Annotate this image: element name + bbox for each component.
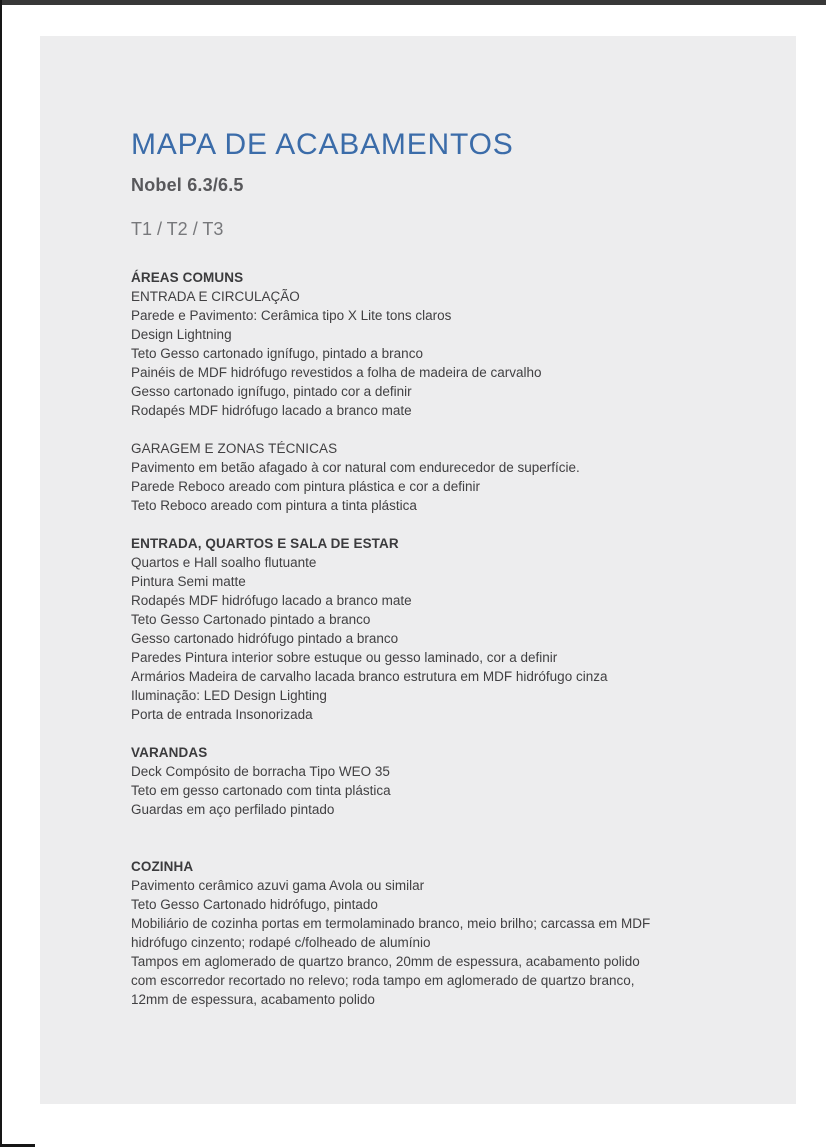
finish-line: com escorredor recortado no relevo; roda tampo em aglomerado de quartzo branco, (131, 973, 635, 988)
section-heading: VARANDAS (131, 745, 208, 760)
section-entrada-quartos-sala (131, 534, 750, 724)
page-title: MAPA DE ACABAMENTOS (131, 128, 514, 161)
document-page (40, 36, 796, 1104)
finish-line: Armários Madeira de carvalho lacada branco estrutura em MDF hidrófugo cinza (131, 669, 608, 684)
finish-line: Parede e Pavimento: Cerâmica tipo X Lite tons claros (131, 308, 452, 323)
section-heading: COZINHA (131, 859, 194, 874)
finish-line: Pavimento cerâmico azuvi gama Avola ou similar (131, 878, 425, 893)
typologies-line: T1 / T2 / T3 (131, 219, 224, 239)
section-heading: GARAGEM E ZONAS TÉCNICAS (131, 441, 338, 456)
finish-line: Tampos em aglomerado de quartzo branco, 20mm de espessura, acabamento polido (131, 954, 640, 969)
finish-line: ENTRADA E CIRCULAÇÃO (131, 289, 300, 304)
finish-line: Teto em gesso cartonado com tinta plástica (131, 783, 391, 798)
finish-line: Teto Gesso Cartonado pintado a branco (131, 612, 371, 627)
finish-line: 12mm de espessura, acabamento polido (131, 992, 375, 1007)
finish-line: Pavimento em betão afagado à cor natural com endurecedor de superfície. (131, 460, 580, 475)
finish-line: hidrófugo cinzento; rodapé c/folheado de alumínio (131, 935, 431, 950)
section-garagem (131, 439, 750, 515)
section-cozinha (131, 857, 750, 1009)
finish-line: Parede Reboco areado com pintura plástica e cor a definir (131, 479, 480, 494)
window-top-bar (0, 0, 826, 5)
finish-line: Gesso cartonado ignífugo, pintado cor a definir (131, 384, 412, 399)
window-left-border (0, 0, 2, 1147)
finish-line: Guardas em aço perfilado pintado (131, 802, 335, 817)
finish-line: Painéis de MDF hidrófugo revestidos a folha de madeira de carvalho (131, 365, 542, 380)
finish-line: Iluminação: LED Design Lighting (131, 688, 327, 703)
finish-line: Gesso cartonado hidrófugo pintado a branco (131, 631, 399, 646)
finish-line: Teto Gesso Cartonado hidrófugo, pintado (131, 897, 378, 912)
finish-line: Teto Reboco areado com pintura a tinta plástica (131, 498, 417, 513)
section-areas-comuns (131, 268, 750, 420)
finish-line: Paredes Pintura interior sobre estuque ou gesso laminado, cor a definir (131, 650, 558, 665)
finish-line: Porta de entrada Insonorizada (131, 707, 313, 722)
finish-line: Rodapés MDF hidrófugo lacado a branco mate (131, 593, 412, 608)
finish-line: Teto Gesso cartonado ignífugo, pintado a branco (131, 346, 423, 361)
page-subtitle: Nobel 6.3/6.5 (131, 175, 244, 195)
finish-line: Pintura Semi matte (131, 574, 246, 589)
section-heading: ÁREAS COMUNS (131, 270, 244, 285)
finish-line: Deck Compósito de borracha Tipo WEO 35 (131, 764, 390, 779)
sections-container (131, 268, 750, 1009)
finish-line: Design Lightning (131, 327, 232, 342)
finish-line: Quartos e Hall soalho flutuante (131, 555, 317, 570)
finish-line: Rodapés MDF hidrófugo lacado a branco mate (131, 403, 412, 418)
section-varandas (131, 743, 750, 819)
section-heading: ENTRADA, QUARTOS E SALA DE ESTAR (131, 536, 399, 551)
finish-line: Mobiliário de cozinha portas em termolaminado branco, meio brilho; carcassa em MDF (131, 916, 651, 931)
